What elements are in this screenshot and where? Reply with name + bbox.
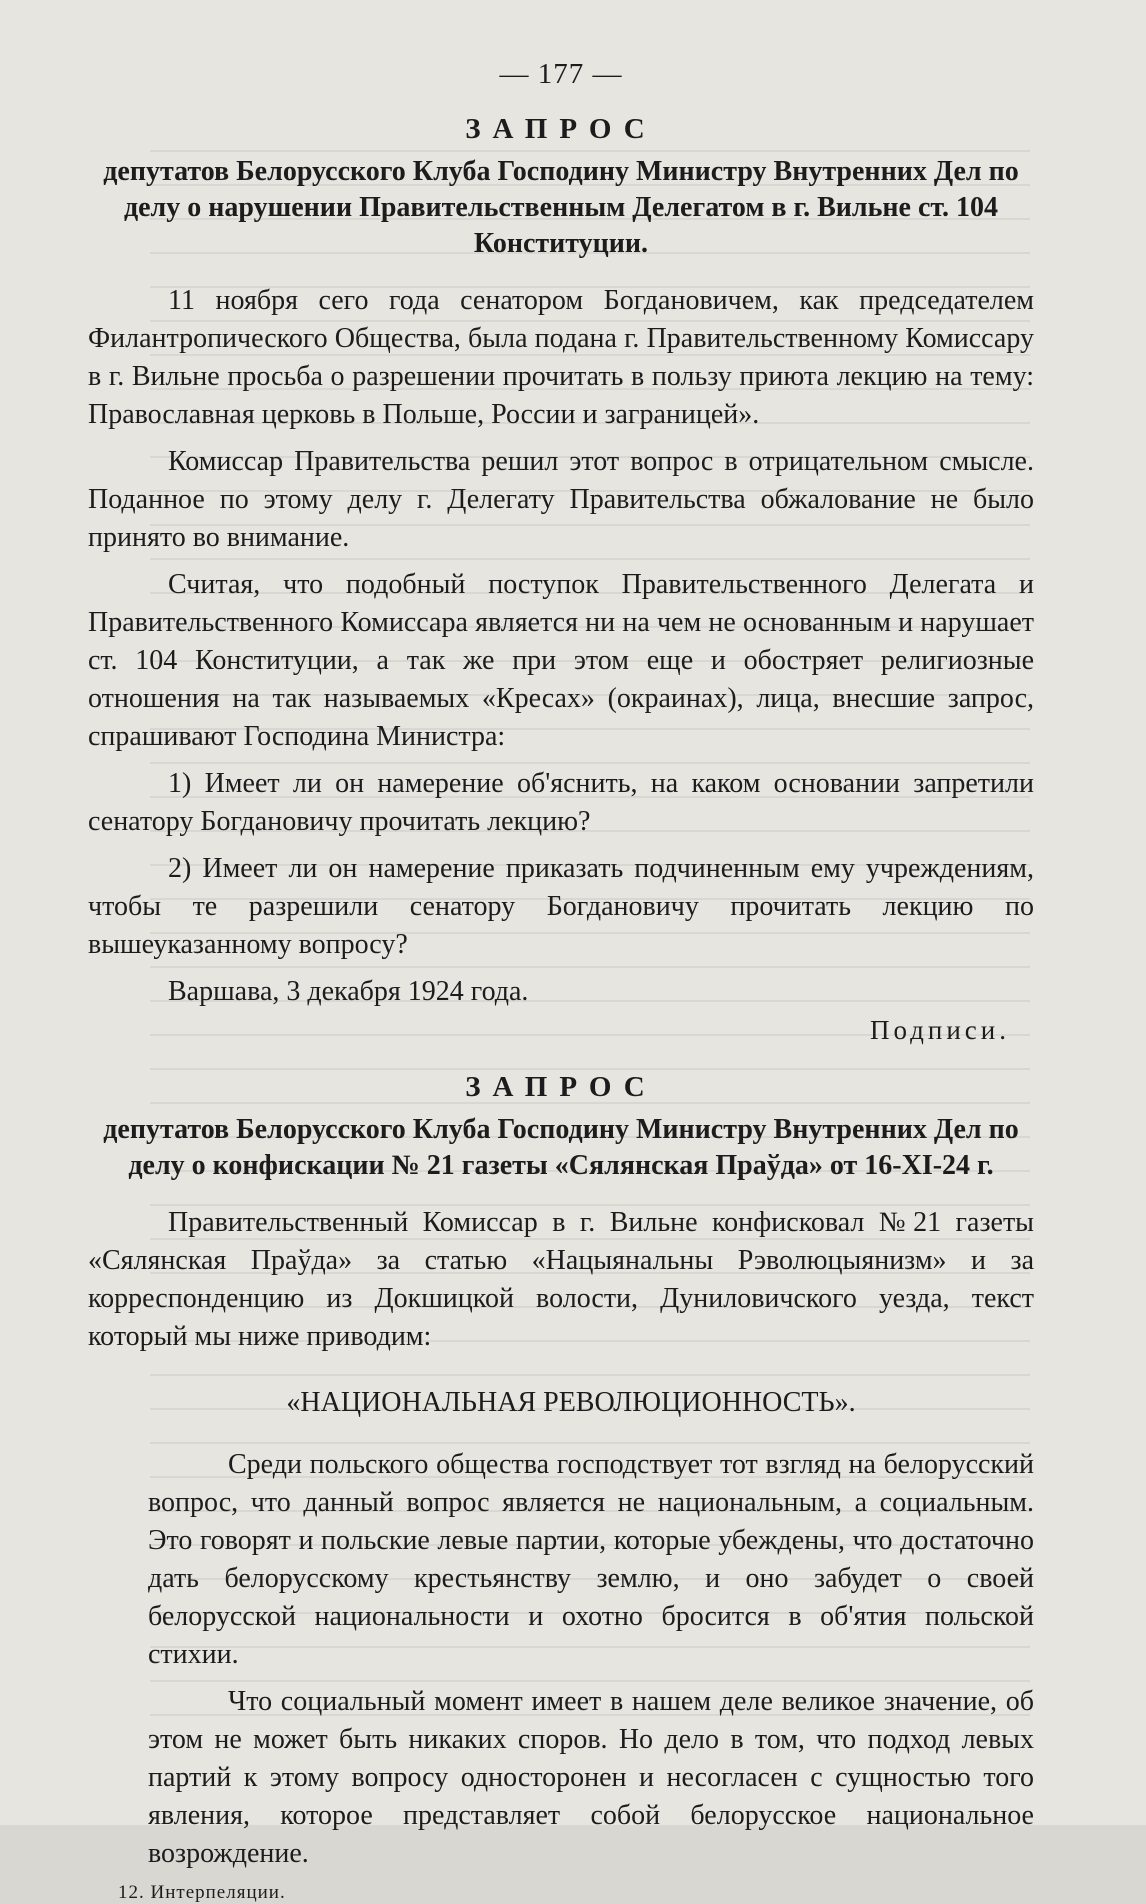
request-1-subtitle: депутатов Белорусского Клуба Господину Министру Внутренних Дел по делу о нарушении Правительственным Делегатом в г. Вильне ст. 104 Конституции. xyxy=(103,156,1019,259)
quoted-article-heading: «НАЦИОНАЛЬНАЯ РЕВОЛЮЦИОННОСТЬ». xyxy=(286,1387,856,1418)
request-1-paragraph: 11 ноября сего года сенатором Богдановичем, как председателем Филантропического Общества, была подана г. Правительственному Комиссару в г. Вильне просьба о разрешении прочитать в пользу приюта лекцию на тему: Православная церковь в Польше, России и заграницей». xyxy=(88,285,1034,430)
request-1-signatures: Подписи. xyxy=(869,1015,1010,1045)
page-footer-note: 12. Интерпеляции. xyxy=(118,1882,286,1903)
request-2-subtitle: депутатов Белорусского Клуба Господину Министру Внутренних Дел по делу о конфискации № 21 газеты «Сялянская Праўда» от 16-ХI-24 г. xyxy=(103,1114,1019,1181)
request-1-paragraph: Комиссар Правительства решил этот вопрос в отрицательном смысле. Поданное по этому делу г. Делегату Правительства обжалование не было принято во внимание. xyxy=(88,446,1034,553)
request-1-paragraph: Считая, что подобный поступок Правительственного Делегата и Правительственного Комиссара является ни на чем не основанным и нарушает ст. 104 Конституции, а так же при этом еще и обостряет религиозные отношения на так называемых «Кресах» (окраинах), лица, внесшие запрос, спрашивают Господина Министра: xyxy=(88,569,1034,752)
request-2-title: ЗАПРОС xyxy=(465,1071,657,1103)
request-2-paragraph: Правительственный Комиссар в г. Вильне конфисковал №21 газеты «Сялянская Праўда» за статью «Нацыянальны Рэволюцыянизм» и за корреспонденцию из Докшицкой волости, Дуниловичского уезда, текст который мы ниже приводим: xyxy=(88,1207,1034,1352)
request-1-title: ЗАПРОС xyxy=(465,113,657,145)
quoted-article-paragraph: Среди польского общества господствует тот взгляд на белорусский вопрос, что данный вопрос является не национальным, а социальным. Это говорят и польские левые партии, которые убеждены, что достаточно дать белорусскому крестьянству землю, и оно забудет о своей белорусской национальности и охотно бросится в об'ятия польской стихии. xyxy=(148,1449,1034,1670)
request-1-question: 2) Имеет ли он намерение приказать подчиненным ему учреждениям, чтобы те разрешили сенатору Богдановичу прочитать лекцию по вышеуказанному вопросу? xyxy=(88,853,1034,960)
page-number: — 177 — xyxy=(499,58,623,90)
request-1-question: 1) Имеет ли он намерение об'яснить, на каком основании запретили сенатору Богдановичу прочитать лекцию? xyxy=(88,768,1034,837)
request-1-place-date: Варшава, 3 декабря 1924 года. xyxy=(168,976,529,1007)
quoted-article-paragraph: Что социальный момент имеет в нашем деле великое значение, об этом не может быть никаких споров. Но дело в том, что подход левых партий к этому вопросу односторонен и несогласен с сущностью того явления, которое представляет собой белорусское национальное возрождение. xyxy=(148,1686,1034,1869)
